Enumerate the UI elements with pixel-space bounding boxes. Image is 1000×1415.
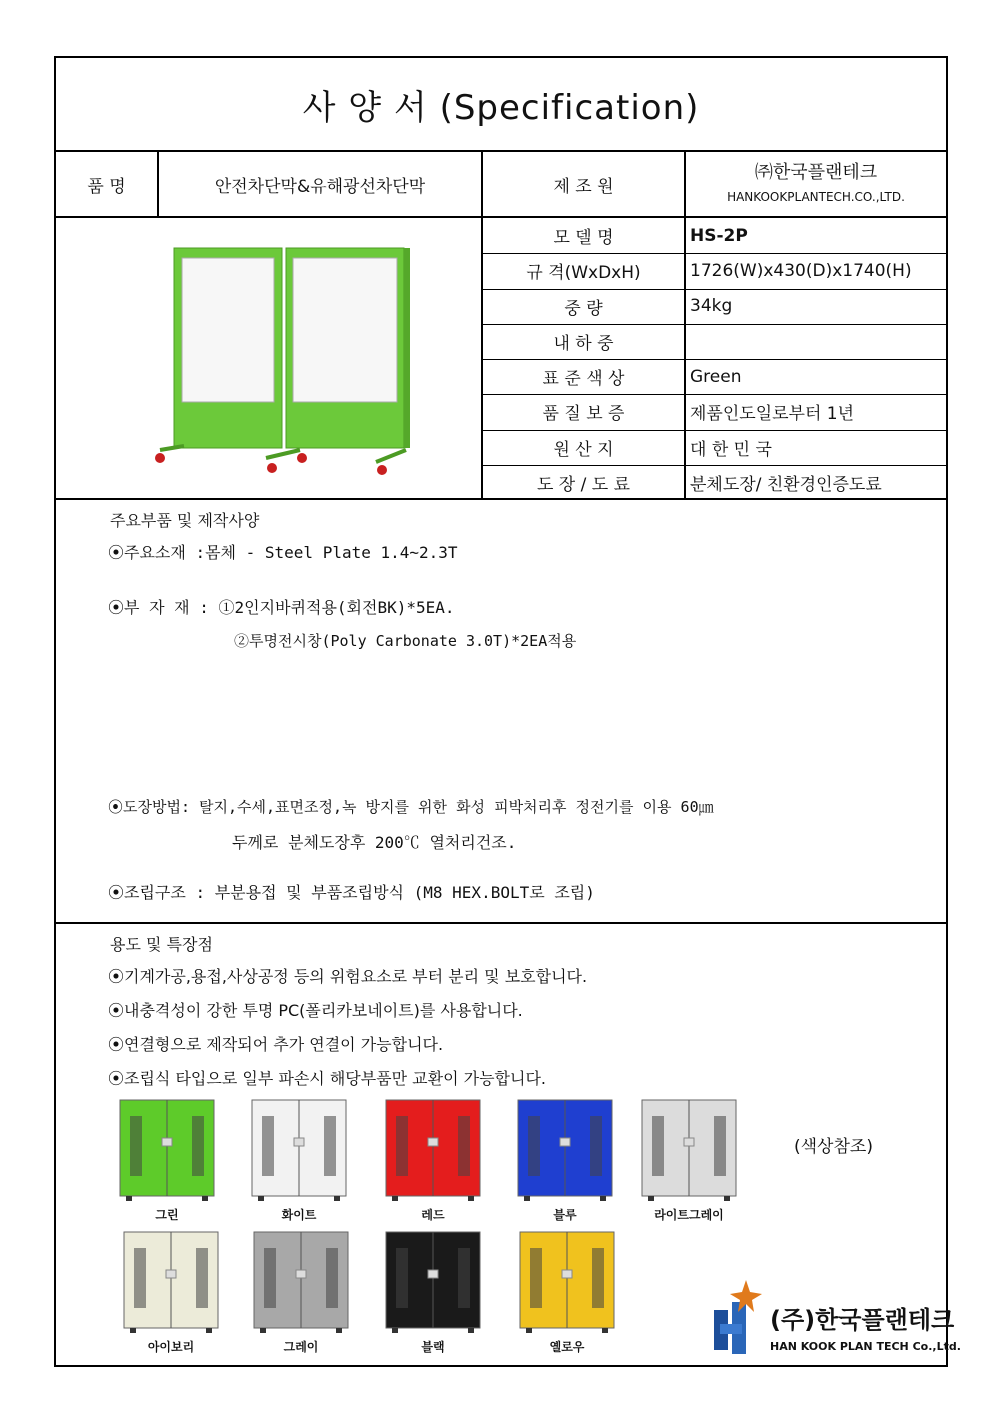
page-title: 사 양 서 (Specification) <box>302 87 700 128</box>
cabinet-icon <box>122 1230 220 1334</box>
company-logo <box>708 1276 961 1362</box>
color-label: 옐로우 <box>549 1340 585 1354</box>
divider <box>483 465 946 466</box>
maker-cell <box>686 152 946 216</box>
spec-label: 표 준 색 상 <box>542 369 625 390</box>
spec-value <box>686 324 946 359</box>
spec-value: Green <box>690 366 742 387</box>
divider <box>56 498 946 500</box>
logo-name-en: HAN KOOK PLAN TECH Co.,Ltd. <box>770 1340 961 1353</box>
spec-label: 내 하 중 <box>553 333 614 354</box>
usage-item: ⦿기계가공,용접,사상공정 등의 위험요소로 부터 분리 및 보호합니다. <box>108 967 588 986</box>
color-swatch <box>118 1098 216 1224</box>
product-value: 안전차단막&유해광선차단막 <box>214 176 426 197</box>
divider <box>483 430 946 431</box>
color-swatch <box>250 1098 348 1224</box>
usage-title: 용도 및 특장점 <box>110 935 213 954</box>
cabinet-icon <box>516 1098 614 1202</box>
color-swatch <box>518 1230 616 1356</box>
color-swatch <box>384 1230 482 1356</box>
color-swatch <box>640 1098 738 1224</box>
spec-label: 원 산 지 <box>553 439 614 460</box>
spec-value: 34kg <box>690 296 733 317</box>
product-label: 품 명 <box>87 176 126 197</box>
color-label: 블랙 <box>421 1340 445 1354</box>
logo-mark-icon <box>708 1276 768 1360</box>
color-swatch <box>122 1230 220 1356</box>
color-label: 화이트 <box>281 1208 317 1222</box>
spec-value: 분체도장/ 친환경인증도료 <box>690 474 882 495</box>
spec-label: 품 질 보 증 <box>542 404 625 425</box>
cabinet-icon <box>250 1098 348 1202</box>
main-material: ⦿주요소재 :몸체 - Steel Plate 1.4~2.3T <box>108 543 458 562</box>
partition-illustration <box>56 218 481 498</box>
spec-label: 모 델 명 <box>553 228 614 249</box>
spec-label: 도 장 / 도 료 <box>536 474 631 495</box>
cabinet-icon <box>640 1098 738 1202</box>
cabinet-icon <box>252 1230 350 1334</box>
color-label: 아이보리 <box>147 1340 195 1354</box>
spec-value: 1726(W)x430(D)x1740(H) <box>690 260 912 281</box>
assembly: ⦿조립구조 : 부분용접 및 부품조립방식 (M8 HEX.BOLT로 조립) <box>108 883 595 902</box>
usage-item: ⦿조립식 타입으로 일부 파손시 해당부품만 교환이 가능합니다. <box>108 1069 547 1088</box>
coating-2: 두께로 분체도장후 200℃ 열처리건조. <box>232 833 517 852</box>
product-image <box>56 218 481 498</box>
color-label: 그레이 <box>283 1340 319 1354</box>
sub-material-1: ⦿부 자 재 : ①2인지바퀴적용(회전BK)*5EA. <box>108 598 455 617</box>
divider <box>483 253 946 254</box>
maker-name: ㈜한국플랜테크 <box>754 162 878 183</box>
divider <box>56 922 946 924</box>
logo-name: (주)한국플랜테크 <box>770 1306 955 1334</box>
color-label: 그린 <box>155 1208 179 1222</box>
color-swatch <box>516 1098 614 1224</box>
color-label: 레드 <box>421 1208 445 1222</box>
maker-label: 제 조 원 <box>553 176 614 197</box>
color-label: 블루 <box>553 1208 577 1222</box>
color-note: (색상참조) <box>794 1137 873 1157</box>
cabinet-icon <box>384 1230 482 1334</box>
usage-item: ⦿내충격성이 강한 투명 PC(폴리카보네이트)를 사용합니다. <box>108 1001 523 1020</box>
maker-name-en: HANKOOKPLANTECH.CO.,LTD. <box>727 190 905 204</box>
spec-sheet <box>54 56 961 1367</box>
divider <box>483 324 946 325</box>
cabinet-icon <box>118 1098 216 1202</box>
spec-value: HS-2P <box>690 225 748 246</box>
usage-item: ⦿연결형으로 제작되어 추가 연결이 가능합니다. <box>108 1035 444 1054</box>
color-swatch <box>384 1098 482 1224</box>
cabinet-icon <box>384 1098 482 1202</box>
color-swatch <box>252 1230 350 1356</box>
spec-label: 규 격(WxDxH) <box>526 263 641 284</box>
parts-title: 주요부품 및 제작사양 <box>110 511 260 530</box>
divider <box>483 359 946 360</box>
spec-value: 제품인도일로부터 1년 <box>690 404 855 425</box>
divider <box>483 394 946 395</box>
spec-label: 중 량 <box>564 298 603 319</box>
divider <box>483 289 946 290</box>
color-label: 라이트그레이 <box>654 1208 724 1222</box>
sub-material-2: ②투명전시창(Poly Carbonate 3.0T)*2EA적용 <box>234 632 577 650</box>
spec-value: 대 한 민 국 <box>690 439 772 460</box>
coating-1: ⦿도장방법: 탈지,수세,표면조정,녹 방지를 위한 화성 피박처리후 정전기를 이용 60㎛ <box>108 798 714 816</box>
cabinet-icon <box>518 1230 616 1334</box>
